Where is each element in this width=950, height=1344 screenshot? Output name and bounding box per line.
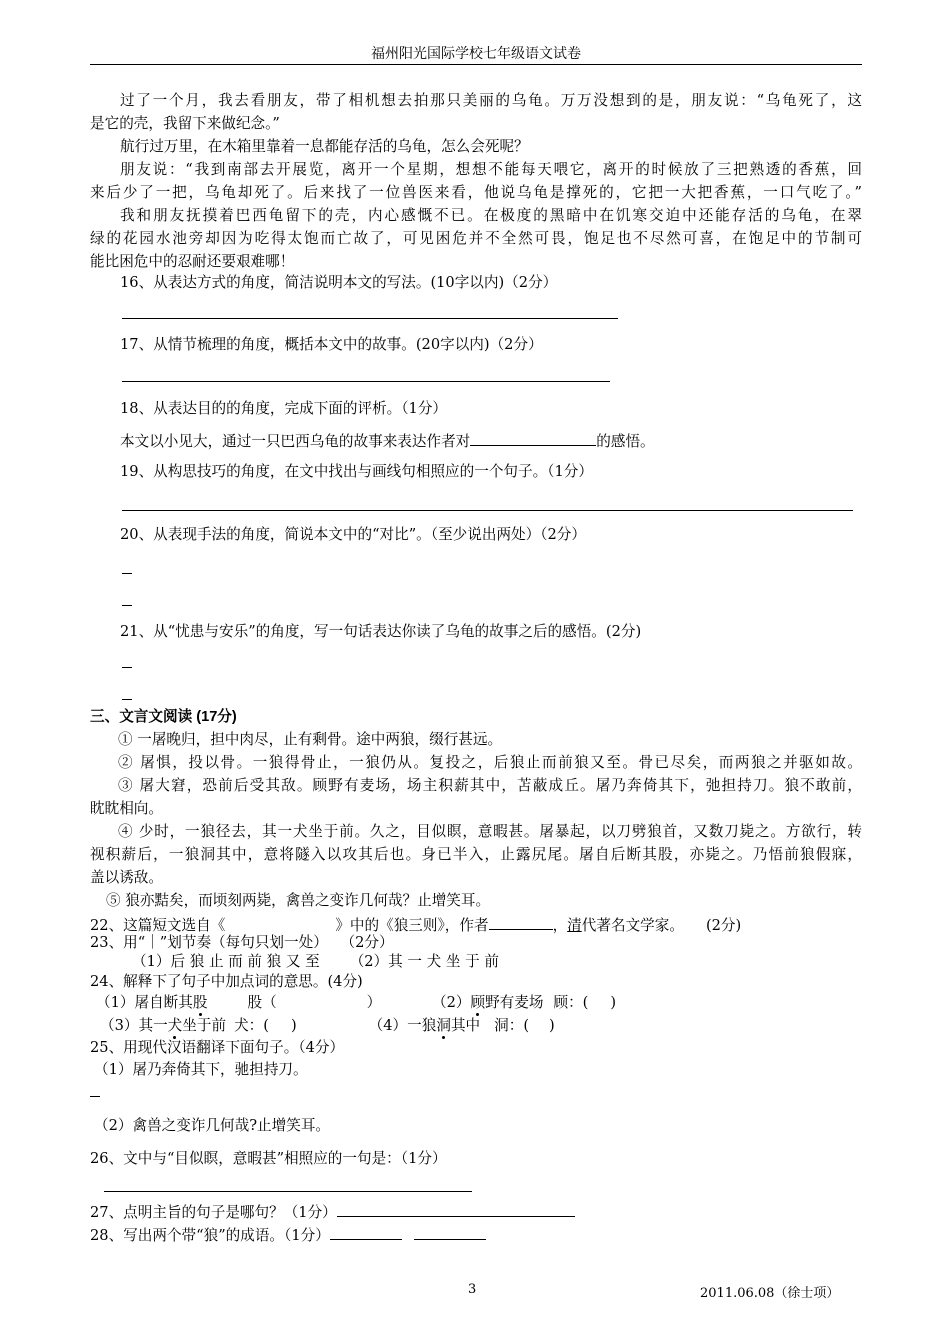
question-25-sentence-1: （1）屠乃奔倚其下，驰担持刀。: [94, 1061, 308, 1078]
answer-blank-22-book[interactable]: [225, 913, 335, 930]
answer-line-21b[interactable]: [122, 699, 132, 700]
q24-item-3-num: （3）其一: [100, 1017, 168, 1034]
passage-line-3: 航行过万里，在木箱里靠着一息都能存活的乌龟，怎么会死呢？: [120, 138, 529, 155]
footer-date: 2011.06.08（徐士项）: [700, 1286, 840, 1301]
q24-item-2-text: 野有麦场: [485, 994, 544, 1011]
question-18: 18、从表达目的的角度，完成下面的评析。（1分）: [120, 400, 448, 417]
q24-item-1-dotted: 股: [192, 994, 208, 1011]
question-24-row-2: [100, 1013, 872, 1037]
question-22-score: (2分): [705, 917, 742, 934]
question-17: 17、从情节梳理的角度，概括本文中的故事。(20字以内)（2分）: [120, 336, 543, 353]
question-16: 16、从表达方式的角度，简洁说明本文的写法。(10字以内)（2分）: [120, 274, 558, 291]
passage-line-8: 能比困危中的忍耐还要艰难哪！: [90, 253, 295, 270]
q24-item-3-prompt: 犬：(: [234, 1017, 269, 1034]
q24-answer-1[interactable]: [277, 990, 367, 1007]
passage-line-7: 绿的花园水池旁却因为吃得太饱而亡故了，可见困危并不全然可畏，饱足也不尽然可喜，在饱足中的节制可: [90, 230, 862, 247]
q24-item-4-close: ): [549, 1017, 555, 1034]
answer-blank-28a[interactable]: [330, 1222, 402, 1240]
classical-para-1: ① 一屠晚归，担中肉尽，止有剩骨。途中两狼，缀行甚远。: [118, 731, 503, 748]
page-header-title: 福州阳光国际学校七年级语文试卷: [371, 46, 581, 62]
q24-item-2-close: ): [610, 994, 617, 1011]
answer-line-19[interactable]: [122, 510, 853, 511]
question-27-text: 27、点明主旨的句子是哪句？（1分）: [90, 1204, 337, 1221]
q24-item-2-num: （2）: [439, 994, 471, 1011]
question-24: 24、解释下了句子中加点词的意思。(4分): [90, 973, 363, 990]
question-25: 25、用现代汉语翻译下面句子。（4分）: [90, 1039, 345, 1056]
question-23-score: （2分）: [347, 934, 394, 951]
q24-item-4-text: 其中: [450, 1017, 481, 1034]
q24-item-4-num: （4）一狼: [368, 1017, 437, 1034]
passage-line-5: 来后少了一把，乌龟却死了。后来找了一位兽医来看，他说乌龟是撑死的，它把一大把香蕉，一口气吃了。”: [90, 184, 862, 201]
answer-line-21a[interactable]: [122, 667, 132, 668]
answer-blank-18[interactable]: [470, 428, 596, 446]
q24-answer-2[interactable]: [588, 990, 610, 1007]
passage-line-4: 朋友说：“我到南部去开展览，离开一个星期，想想不能每天喂它，离开的时候放了三把熟透的香蕉，回: [120, 161, 862, 178]
answer-line-20a[interactable]: [122, 573, 132, 574]
q24-answer-4[interactable]: [529, 1013, 549, 1030]
answer-blank-28b[interactable]: [414, 1222, 486, 1240]
question-25-sentence-2: （2）禽兽之变诈几何哉?止增笑耳。: [94, 1117, 331, 1134]
q24-answer-3[interactable]: [269, 1013, 291, 1030]
question-22-dynasty: 清: [567, 917, 582, 934]
classical-para-4b: 视积薪后，一狼洞其中，意将隧入以攻其后也。身已半入，止露尻尾。屠自后断其股，亦毙之。乃悟前狼假寐，: [90, 846, 862, 863]
answer-line-26[interactable]: [104, 1191, 472, 1192]
q24-item-3-text: 坐于前: [182, 1017, 227, 1034]
classical-para-2: ② 屠惧，投以骨。一狼得骨止，一狼仍从。复投之，后狼止而前狼又至。骨已尽矣，而两狼之并驱如故。: [118, 754, 862, 771]
passage-line-2: 是它的壳，我留下来做纪念。”: [90, 115, 280, 132]
question-28-text: 28、写出两个带“狼”的成语。（1分）: [90, 1227, 330, 1244]
q24-item-3-close: ): [290, 1017, 297, 1034]
question-24-row-1: [96, 990, 868, 1014]
question-23-item-2[interactable]: （2）其 一 犬 坐 于 前: [349, 953, 499, 970]
q24-item-1-text: （1）屠自断其: [96, 994, 193, 1011]
classical-para-5: ⑤ 狼亦黠矣，而顷刻两毙，禽兽之变诈几何哉？止增笑耳。: [106, 892, 491, 909]
question-23-item-1[interactable]: （1）后 狼 止 而 前 狼 又 至: [132, 953, 320, 970]
section-3-title: 三、文言文阅读 (17分): [90, 709, 237, 725]
answer-blank-22-author[interactable]: [489, 912, 553, 930]
question-23-items: [132, 951, 904, 973]
q24-item-4-prompt: 洞：(: [494, 1017, 530, 1034]
question-20: 20、从表现手法的角度，简说本文中的“对比”。（至少说出两处）（2分）: [120, 526, 586, 543]
question-26: 26、文中与“目似瞑，意暇甚”相照应的一句是：（1分）: [90, 1150, 447, 1167]
question-21: 21、从“忧患与安乐”的角度，写一句话表达你读了乌龟的故事之后的感悟。(2分): [120, 623, 642, 640]
q24-item-3-dotted: 犬: [167, 1017, 183, 1034]
passage-line-1: 过了一个月，我去看朋友，带了相机想去拍那只美丽的乌龟。万万没想到的是，朋友说：“乌龟死了，这: [120, 92, 862, 109]
q24-item-2-prompt: 顾：(: [553, 994, 589, 1011]
header-rule: [90, 64, 862, 65]
classical-para-3b: 眈眈相向。: [90, 800, 163, 817]
page-number: 3: [468, 1282, 477, 1297]
question-27: [90, 1199, 862, 1224]
question-22-text-c: ，: [552, 917, 568, 934]
question-19: 19、从构思技巧的角度，在文中找出与画线句相照应的一个句子。（1分）: [120, 463, 593, 480]
q24-item-1-prompt: 股（: [247, 994, 277, 1011]
answer-blank-27[interactable]: [337, 1199, 575, 1217]
question-22-text-e: 代著名文学家。: [581, 917, 684, 934]
passage-line-6: 我和朋友抚摸着巴西龟留下的壳，内心感慨不已。在极度的黑暗中在饥寒交迫中还能存活的乌龟，在翠: [120, 207, 862, 224]
question-18-text-a: 本文以小见大，通过一只巴西乌龟的故事来表达作者对: [120, 433, 471, 450]
question-22-text-b: 》中的《狼三则》，作者: [335, 917, 489, 934]
question-18-text-b: 的感悟。: [596, 433, 655, 450]
classical-para-4a: ④ 少时，一狼径去，其一犬坐于前。久之，目似瞑，意暇甚。屠暴起，以刀劈狼首，又数刀毙之。方欲行，转: [118, 823, 862, 840]
answer-line-16[interactable]: [122, 318, 618, 319]
question-23-text: 23、用“｜”划节奏（每句只划一处）: [90, 934, 328, 951]
q24-item-2-dotted: 顾: [470, 994, 486, 1011]
answer-line-25-1[interactable]: [90, 1096, 100, 1097]
answer-line-20b[interactable]: [122, 605, 132, 606]
question-22-text-a: 22、这篇短文选自《: [90, 917, 226, 934]
question-18-sentence: [120, 428, 862, 453]
classical-para-4c: 盖以诱敌。: [90, 869, 163, 886]
classical-para-3a: ③ 屠大窘，恐前后受其敌。顾野有麦场，场主积薪其中，苫蔽成丘。屠乃奔倚其下，弛担持刀。狼不敢前，: [118, 777, 862, 794]
q24-item-1-close: ）: [366, 994, 382, 1011]
answer-line-17[interactable]: [122, 381, 610, 382]
q24-item-4-dotted: 洞: [436, 1017, 451, 1034]
question-28: [90, 1222, 862, 1247]
